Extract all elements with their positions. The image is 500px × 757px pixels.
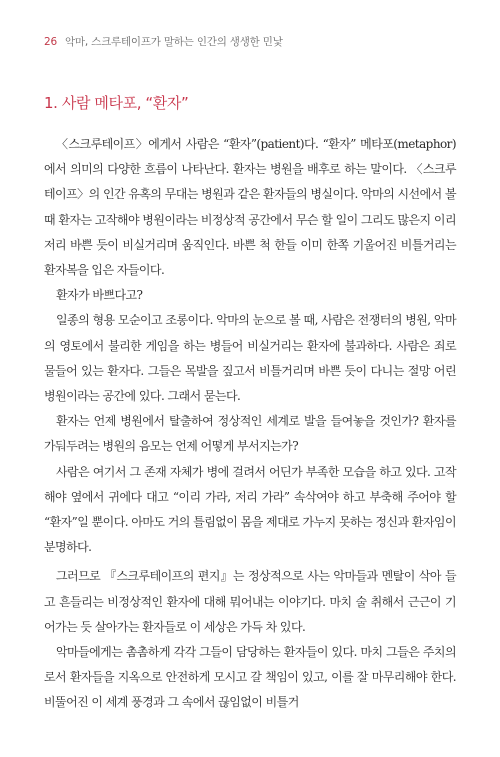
page-number: 26: [44, 36, 57, 48]
paragraph: 악마들에게는 촘촘하게 각각 그들이 담당하는 환자들이 있다. 마치 그들은 주치의로서 환자들을 지옥으로 안전하게 모시고 갈 책임이 있고, 이를 잘 마무리해야 한다. 비뚤어진 이 세계 풍경과 그 속에서 끊임없이 비틀거: [44, 645, 456, 710]
paragraph: 그러므로 『스크루테이프의 편지』는 정상적으로 사는 악마들과 멘탈이 삭아 들고 흔들리는 비정상적인 환자에 대해 뭐어내는 이야기다. 마치 술 취해서 근근이 기어가는 듯 살아가는 환자들로 이 세상은 가득 차 있다.: [44, 569, 456, 634]
body-text: [44, 132, 456, 716]
running-title: 악마, 스크루테이프가 말하는 인간의 생생한 민낯: [64, 36, 283, 48]
paragraph: 환자가 바쁘다고?: [56, 288, 143, 303]
section-title: 1. 사람 메타포, “환자”: [44, 94, 189, 112]
paragraph: 〈스크루테이프〉에게서 사람은 “환자”(patient)다. “환자” 메타포(metaphor)에서 의미의 다양한 흐름이 나타난다. 환자는 병원을 배후로 하는 말이다. 〈스크루테이프〉의 인간 유혹의 무대는 병원과 같은 환자들의 병실이다. 악마의 시선에서 볼 때 환자는 고작해야 병원이라는 비정상적 공간에서 무슨 할 일이 그리도 많은지 이리저리 바쁜 듯이 비실거리며 움직인다. 바쁜 척 한들 이미 한쪽 기울어진 비틀거리는 환자복을 입은 자들이다.: [44, 137, 456, 278]
paragraph: 사람은 여기서 그 존재 자체가 병에 걸려서 어딘가 부족한 모습을 하고 있다. 고작해야 옆에서 귀에다 대고 “이리 가라, 저리 가라” 속삭여야 하고 부축해 주어야 할 “환자”일 뿐이다. 아마도 거의 틀림없이 몸을 제대로 가누지 못하는 정신과 환자임이 분명하다.: [44, 464, 456, 555]
paragraph: 일종의 형용 모순이고 조롱이다. 악마의 눈으로 볼 때, 사람은 전쟁터의 병원, 악마의 영토에서 불리한 게임을 하는 병들어 비실거리는 환자에 불과하다. 사람은 죄로 물들어 있는 환자다. 그들은 목발을 짚고서 비틀거리며 바쁜 듯이 다니는 절망 어린 병원이라는 공간에 있다. 그래서 묻는다.: [44, 313, 456, 404]
paragraph: 환자는 언제 병원에서 탈출하여 정상적인 세계로 발을 들여놓을 것인가? 환자를 가둬두려는 병원의 음모는 언제 어떻게 부서지는가?: [44, 414, 456, 454]
running-header: [44, 34, 283, 49]
